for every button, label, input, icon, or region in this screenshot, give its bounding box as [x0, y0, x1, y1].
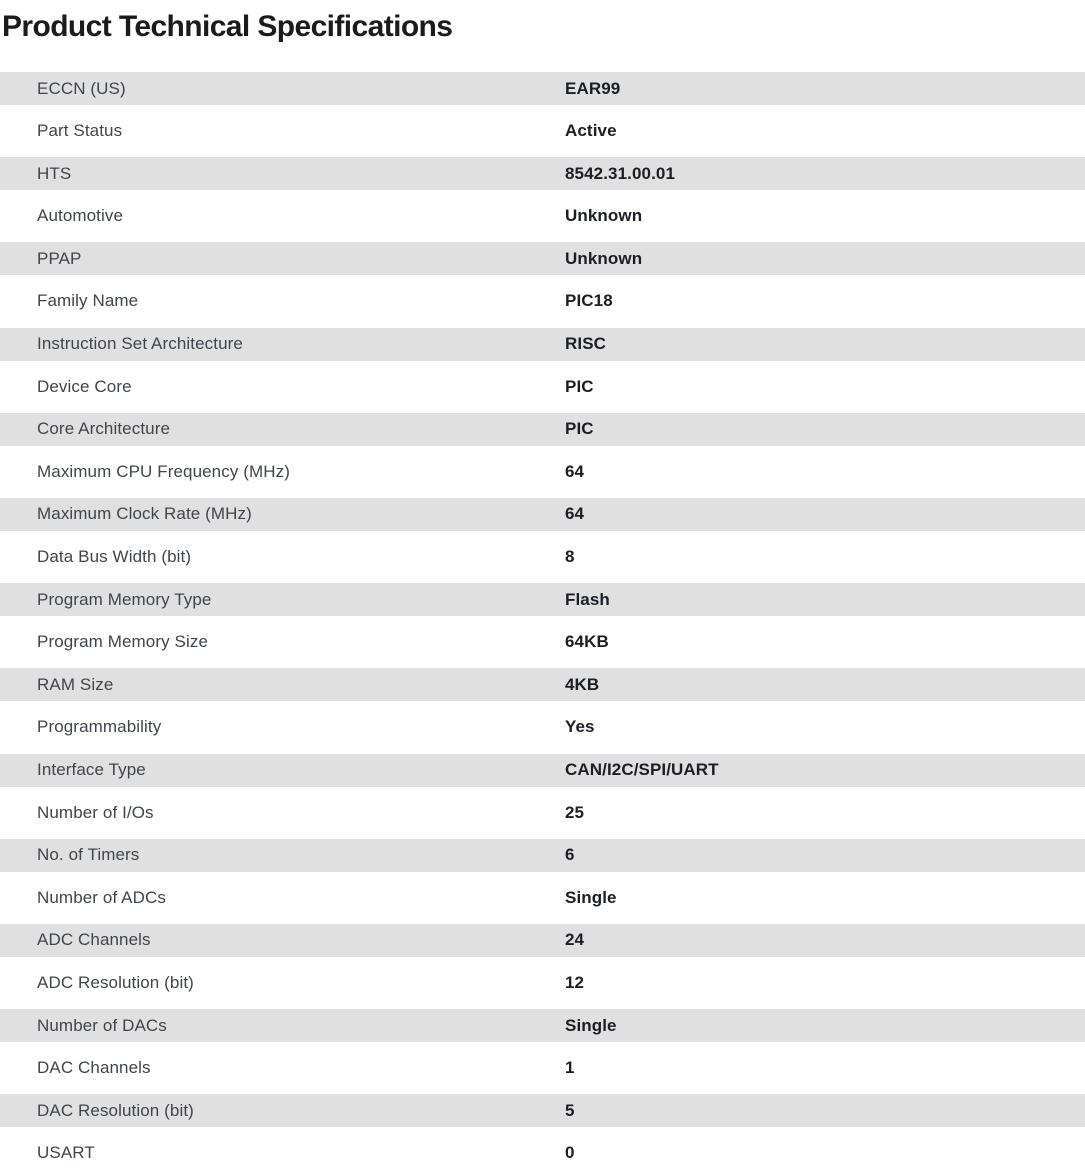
spec-value: 4KB [565, 674, 600, 694]
spec-value: 8 [565, 547, 575, 567]
spec-label: Automotive [37, 206, 124, 226]
table-row [0, 881, 1085, 914]
spec-label: Maximum CPU Frequency (MHz) [37, 461, 291, 481]
spec-value: Flash [565, 589, 610, 609]
table-row [0, 200, 1085, 233]
spec-value: PIC [565, 419, 594, 439]
spec-label: ADC Resolution (bit) [37, 972, 194, 992]
spec-value: 5 [565, 1100, 575, 1120]
spec-label: HTS [37, 163, 72, 183]
table-row [0, 626, 1085, 659]
table-row [0, 1137, 1085, 1170]
spec-value: Yes [565, 717, 595, 737]
table-row [0, 1052, 1085, 1085]
spec-label: Number of I/Os [37, 802, 154, 822]
spec-label: Part Status [37, 121, 123, 141]
page-title: Product Technical Specifications [2, 10, 453, 43]
table-row [0, 541, 1085, 574]
table-row [0, 711, 1085, 744]
spec-value: 1 [565, 1058, 575, 1078]
spec-value: 0 [565, 1143, 575, 1163]
spec-value: PIC18 [565, 291, 613, 311]
spec-label: Program Memory Type [37, 589, 212, 609]
spec-value: EAR99 [565, 78, 621, 98]
spec-value: CAN/I2C/SPI/UART [565, 760, 719, 779]
spec-label: USART [37, 1143, 95, 1163]
table-row [0, 370, 1085, 403]
spec-value: Active [565, 121, 617, 141]
table-row [0, 242, 1085, 275]
table-row [0, 1009, 1085, 1042]
spec-value: 24 [565, 930, 585, 950]
spec-label: Maximum Clock Rate (MHz) [37, 504, 252, 524]
table-row [0, 966, 1085, 999]
spec-label: Program Memory Size [37, 632, 208, 652]
table-row [0, 839, 1085, 872]
spec-label: ADC Channels [37, 930, 151, 950]
table-row [0, 157, 1085, 190]
table-row [0, 1094, 1085, 1127]
table-row [0, 498, 1085, 531]
spec-label: Interface Type [37, 760, 146, 779]
table-row [0, 583, 1085, 616]
spec-value: Single [565, 1015, 617, 1035]
spec-label: Instruction Set Architecture [37, 334, 243, 354]
spec-table [0, 72, 1085, 1170]
spec-value: Unknown [565, 206, 643, 226]
spec-label: Number of DACs [37, 1015, 167, 1035]
table-row [0, 455, 1085, 488]
spec-value: 12 [565, 972, 585, 992]
spec-label: ECCN (US) [37, 78, 126, 98]
spec-label: Core Architecture [37, 419, 171, 439]
table-row [0, 285, 1085, 318]
table-row [0, 754, 1085, 787]
spec-label: Family Name [37, 291, 139, 311]
table-row [0, 72, 1085, 105]
spec-value: 64 [565, 504, 585, 524]
spec-value: 64 [565, 461, 585, 481]
spec-label: PPAP [37, 248, 82, 268]
table-row [0, 328, 1085, 361]
table-row [0, 796, 1085, 829]
spec-label: No. of Timers [37, 845, 140, 865]
table-row [0, 413, 1085, 446]
table-row [0, 924, 1085, 957]
spec-value: Single [565, 887, 617, 907]
spec-value: 25 [565, 802, 585, 822]
spec-value: RISC [565, 334, 607, 354]
spec-label: Number of ADCs [37, 887, 166, 907]
spec-label: Programmability [37, 717, 162, 737]
table-row [0, 115, 1085, 148]
spec-value: 64KB [565, 632, 609, 652]
spec-label: DAC Resolution (bit) [37, 1100, 194, 1120]
spec-value: 6 [565, 845, 575, 865]
spec-label: RAM Size [37, 674, 114, 694]
spec-label: DAC Channels [37, 1058, 151, 1078]
spec-label: Device Core [37, 376, 132, 396]
spec-label: Data Bus Width (bit) [37, 547, 192, 567]
table-row [0, 668, 1085, 701]
spec-value: PIC [565, 376, 594, 396]
spec-value: 8542.31.00.01 [565, 163, 676, 183]
spec-value: Unknown [565, 248, 643, 268]
